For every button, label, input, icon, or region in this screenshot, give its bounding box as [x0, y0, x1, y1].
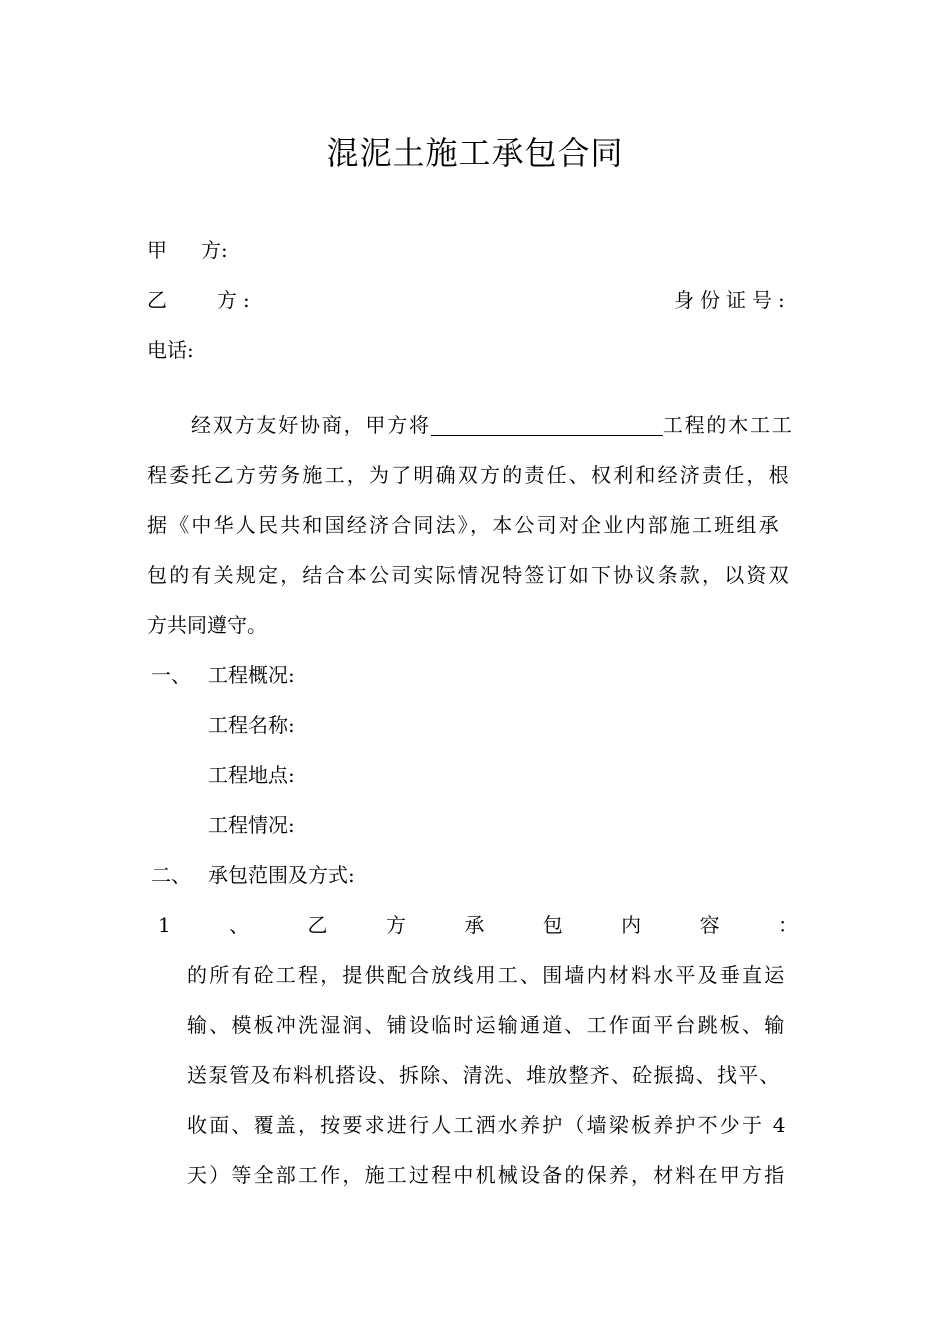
item-1-line-4: 收面、覆盖，按要求进行人工洒水养护（墙梁板养护不少于 4	[187, 1113, 788, 1137]
item-1-char: 承	[464, 913, 485, 937]
item-1-char: 乙	[307, 913, 328, 937]
item-1-line-3: 送泵管及布料机搭设、拆除、清洗、堆放整齐、砼振捣、找平、	[187, 1063, 781, 1087]
intro-line-4: 包的有关规定，结合本公司实际情况特签订如下协议条款，以资双	[147, 563, 791, 587]
section-2-heading: 承包范围及方式:	[208, 863, 355, 887]
section-1-number: 一、	[151, 663, 191, 687]
section-1-heading: 工程概况:	[208, 663, 295, 687]
intro-line-5: 方共同遵守。	[147, 613, 267, 637]
item-1-char: 容	[699, 913, 720, 937]
section-2-number: 二、	[151, 863, 191, 887]
item-1-line-5: 天）等全部工作，施工过程中机械设备的保养，材料在甲方指	[187, 1163, 787, 1187]
project-name-label: 工程名称:	[208, 713, 295, 737]
intro-line-1-before: 经双方友好协商，甲方将	[191, 413, 431, 437]
item-1-char: ：	[777, 913, 798, 937]
party-a-label-1: 甲	[147, 238, 167, 262]
id-number-label: 身份证号:	[674, 288, 791, 312]
intro-line-3: 据《中华人民共和国经济合同法》，本公司对企业内部施工班组承	[147, 513, 781, 537]
intro-line-2: 程委托乙方劳务施工，为了明确双方的责任、权利和经济责任，根	[147, 463, 791, 487]
item-1-char: 包	[542, 913, 563, 937]
party-b-label-2: 方:	[217, 288, 256, 312]
item-1-char: 内	[621, 913, 642, 937]
item-1-char: 、	[229, 913, 250, 937]
item-1-line-2: 输、模板冲洗湿润、铺设临时运输通道、工作面平台跳板、输	[187, 1013, 787, 1037]
intro-line-1-after: 工程的木工工	[662, 413, 794, 437]
party-b-label-1: 乙	[147, 288, 167, 312]
project-status-label: 工程情况:	[208, 813, 295, 837]
party-a-label-2: 方:	[201, 238, 228, 262]
phone-label: 电话:	[147, 338, 194, 362]
item-1-line-1: 的所有砼工程，提供配合放线用工、围墙内材料水平及垂直运	[187, 963, 787, 987]
item-1-char: 方	[385, 913, 406, 937]
intro-line-1	[191, 411, 794, 439]
item-1-char: 1	[158, 913, 171, 937]
project-location-label: 工程地点:	[208, 763, 295, 787]
project-name-blank	[431, 415, 663, 436]
document-title: 混泥土施工承包合同	[326, 134, 624, 172]
item-1-heading	[158, 911, 798, 939]
